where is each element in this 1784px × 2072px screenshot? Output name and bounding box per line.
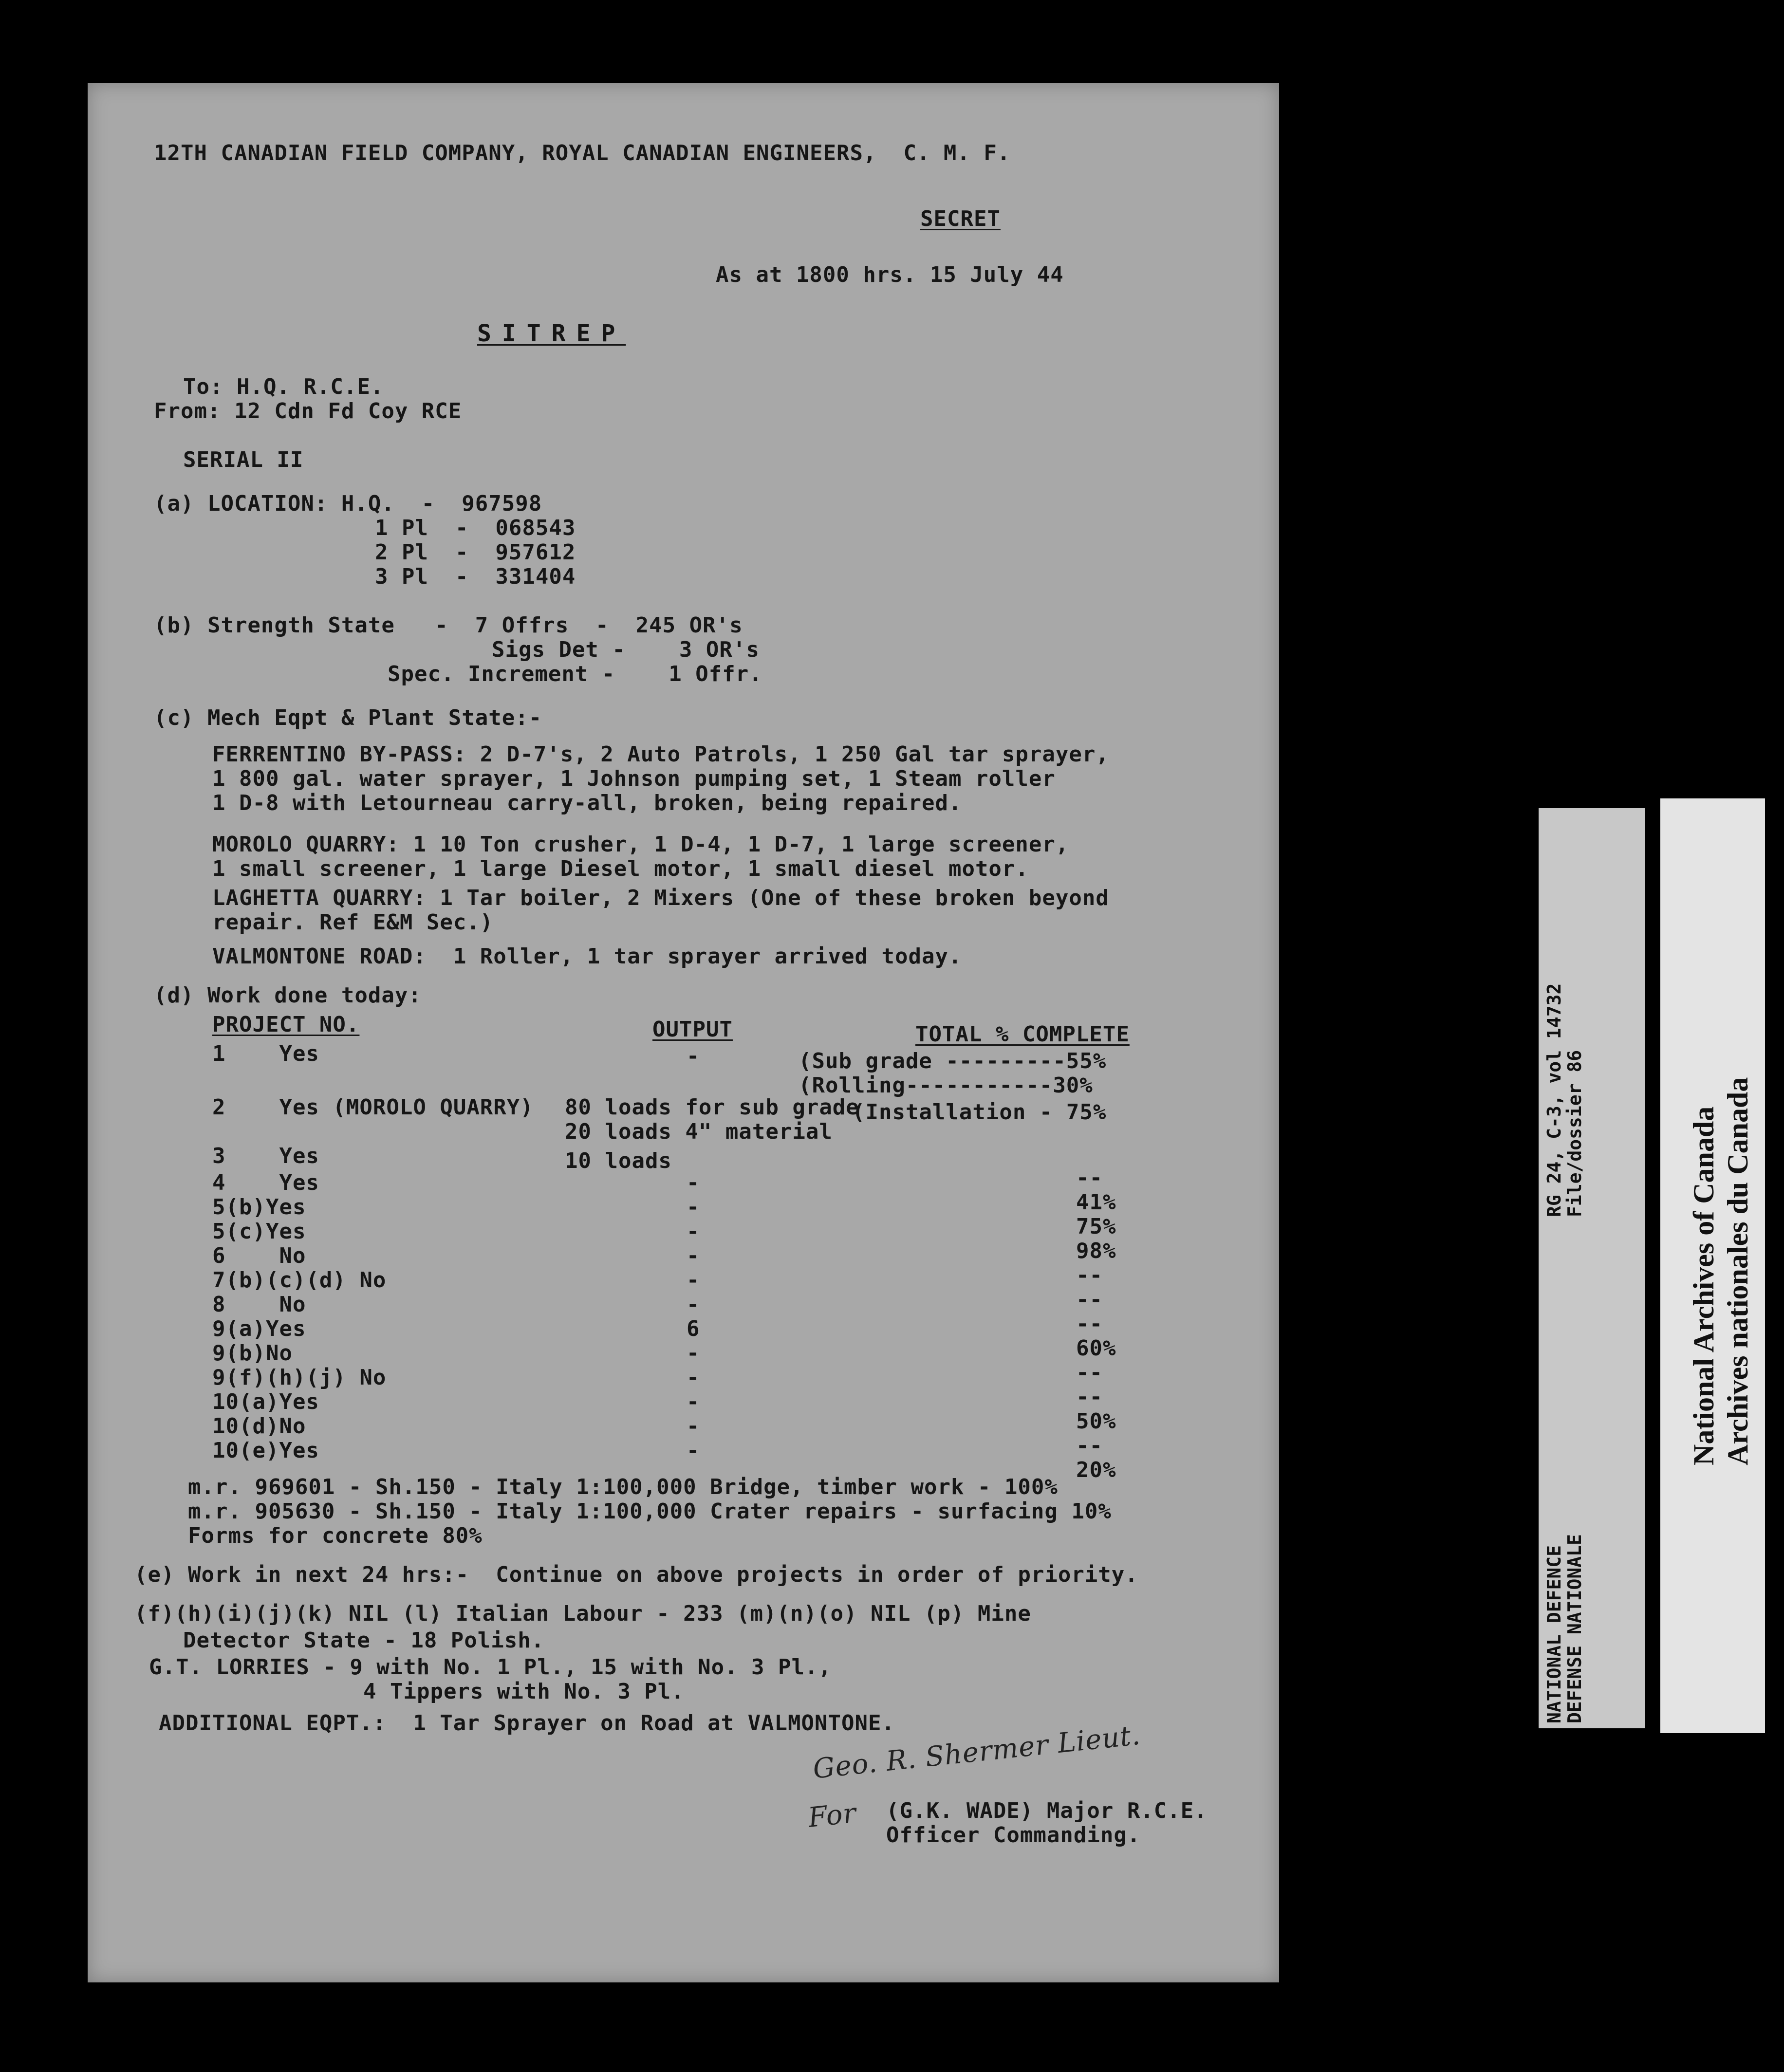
lorries-line: G.T. LORRIES - 9 with No. 1 Pl., 15 with No. 3 Pl.,	[149, 1655, 832, 1680]
lorries-line: 4 Tippers with No. 3 Pl.	[363, 1679, 685, 1704]
row-total: --	[1076, 1433, 1103, 1458]
archive-reference-file: File/dossier 86	[1564, 1050, 1585, 1217]
row-project: 6 No	[212, 1243, 306, 1268]
mech-line: LAGHETTA QUARRY: 1 Tar boiler, 2 Mixers (One of these broken beyond	[212, 886, 1109, 910]
row-total: --	[1076, 1287, 1103, 1312]
row-total: (Rolling-----------30%	[799, 1073, 1093, 1098]
row-output: 10 loads	[565, 1148, 672, 1173]
row-project: 9(a)Yes	[212, 1316, 306, 1341]
next-24-line: (e) Work in next 24 hrs:- Continue on above projects in order of priority.	[134, 1562, 1138, 1587]
misc-line: Detector State - 18 Polish.	[183, 1628, 545, 1653]
row-output: -	[687, 1414, 700, 1439]
row-project: 3 Yes	[212, 1144, 319, 1168]
signature-name: (G.K. WADE) Major R.C.E.	[886, 1798, 1208, 1823]
additional-eqpt-line: ADDITIONAL EQPT.: 1 Tar Sprayer on Road at VALMONTONE.	[159, 1711, 895, 1736]
row-total: --	[1076, 1312, 1103, 1336]
row-project: 10(d)No	[212, 1414, 306, 1439]
mech-line: MOROLO QUARRY: 1 10 Ton crusher, 1 D-4, 1 D-7, 1 large screener,	[212, 832, 1069, 857]
defence-label-fr: DEFENSE NATIONALE	[1564, 1534, 1585, 1723]
from-line: From: 12 Cdn Fd Coy RCE	[154, 399, 462, 424]
row-total: (Installation - 75%	[852, 1100, 1107, 1125]
row-total: (Sub grade ---------55%	[799, 1049, 1107, 1073]
row-project: 10(e)Yes	[212, 1438, 319, 1463]
row-total: --	[1076, 1166, 1103, 1190]
row-output: -	[687, 1170, 700, 1195]
document-title: SITREP	[477, 320, 626, 347]
mech-line: 1 800 gal. water sprayer, 1 Johnson pumping set, 1 Steam roller	[212, 766, 1056, 791]
row-output: -	[687, 1389, 700, 1414]
mr-line: Forms for concrete 80%	[188, 1523, 483, 1548]
mech-line: VALMONTONE ROAD: 1 Roller, 1 tar sprayer arrived today.	[212, 944, 962, 969]
strength-line: (b) Strength State - 7 Offrs - 245 OR's	[154, 613, 743, 638]
row-total: 41%	[1076, 1190, 1116, 1215]
handwritten-signature: Geo. R. Shermer Lieut.	[811, 1719, 1142, 1785]
signature-title: Officer Commanding.	[886, 1823, 1141, 1848]
column-total: TOTAL % COMPLETE	[915, 1022, 1130, 1047]
archives-label-en: National Archives of Canada	[1688, 1106, 1720, 1465]
row-total: --	[1076, 1263, 1103, 1288]
header-line: 12TH CANADIAN FIELD COMPANY, ROYAL CANADIAN ENGINEERS, C. M. F.	[154, 141, 1011, 166]
location-line: 2 Pl - 957612	[375, 540, 576, 565]
row-output: -	[687, 1365, 700, 1390]
to-line: To: H.Q. R.C.E.	[183, 374, 384, 399]
row-project: 5(b)Yes	[212, 1195, 306, 1220]
mr-line: m.r. 969601 - Sh.150 - Italy 1:100,000 Bridge, timber work - 100%	[188, 1475, 1058, 1499]
mech-line: 1 small screener, 1 large Diesel motor, 1 small diesel motor.	[212, 856, 1029, 881]
classification: SECRET	[920, 206, 1001, 231]
row-total: 60%	[1076, 1336, 1116, 1361]
column-output: OUTPUT	[652, 1017, 733, 1042]
mech-line: 1 D-8 with Letourneau carry-all, broken, being repaired.	[212, 791, 962, 815]
row-project: 1 Yes	[212, 1041, 319, 1066]
location-line: 3 Pl - 331404	[375, 564, 576, 589]
row-project: 9(f)(h)(j) No	[212, 1365, 387, 1390]
row-output: -	[687, 1438, 700, 1463]
row-output: 80 loads for sub grade	[565, 1095, 859, 1120]
row-output: -	[687, 1292, 700, 1317]
mech-line: repair. Ref E&M Sec.)	[212, 910, 494, 935]
row-output: -	[687, 1044, 700, 1069]
defence-label: NATIONAL DEFENCE	[1543, 1545, 1565, 1723]
misc-line: (f)(h)(i)(j)(k) NIL (l) Italian Labour - 233 (m)(n)(o) NIL (p) Mine	[134, 1601, 1031, 1626]
location-line: (a) LOCATION: H.Q. - 967598	[154, 491, 542, 516]
row-project: 7(b)(c)(d) No	[212, 1268, 387, 1293]
strength-line: Sigs Det - 3 OR's	[492, 637, 760, 662]
row-output: -	[687, 1243, 700, 1268]
mr-line: m.r. 905630 - Sh.150 - Italy 1:100,000 Crater repairs - surfacing 10%	[188, 1499, 1112, 1524]
row-project: 5(c)Yes	[212, 1219, 306, 1244]
column-project: PROJECT NO.	[212, 1012, 360, 1037]
date-line: As at 1800 hrs. 15 July 44	[716, 262, 1064, 287]
row-total: 75%	[1076, 1214, 1116, 1239]
mech-line: FERRENTINO BY-PASS: 2 D-7's, 2 Auto Patrols, 1 250 Gal tar sprayer,	[212, 742, 1109, 767]
row-total: 20%	[1076, 1458, 1116, 1482]
work-heading: (d) Work done today:	[154, 983, 422, 1008]
strength-line: Spec. Increment - 1 Offr.	[388, 662, 762, 686]
row-total: 50%	[1076, 1409, 1116, 1434]
row-output: -	[687, 1341, 700, 1366]
row-output: 20 loads 4" material	[565, 1119, 833, 1144]
document-page	[88, 83, 1279, 1982]
row-project: 4 Yes	[212, 1170, 319, 1195]
row-project: 10(a)Yes	[212, 1389, 319, 1414]
serial-line: SERIAL II	[183, 447, 304, 472]
archive-tab-right	[1660, 798, 1765, 1733]
row-output: -	[687, 1195, 700, 1220]
row-project: 2 Yes (MOROLO QUARRY)	[212, 1095, 534, 1120]
mech-heading: (c) Mech Eqpt & Plant State:-	[154, 705, 542, 730]
archive-tab-left	[1539, 808, 1645, 1728]
row-total: --	[1076, 1385, 1103, 1409]
archives-label-fr: Archives nationales du Canada	[1722, 1077, 1754, 1465]
row-project: 9(b)No	[212, 1341, 293, 1366]
row-output: 6	[687, 1316, 700, 1341]
archive-reference: RG 24, C-3, vol 14732	[1543, 983, 1565, 1217]
row-project: 8 No	[212, 1292, 306, 1317]
row-output: -	[687, 1268, 700, 1293]
row-output: -	[687, 1219, 700, 1244]
signature-for: For	[806, 1797, 858, 1834]
location-line: 1 Pl - 068543	[375, 516, 576, 540]
row-total: 98%	[1076, 1239, 1116, 1263]
row-total: --	[1076, 1360, 1103, 1385]
